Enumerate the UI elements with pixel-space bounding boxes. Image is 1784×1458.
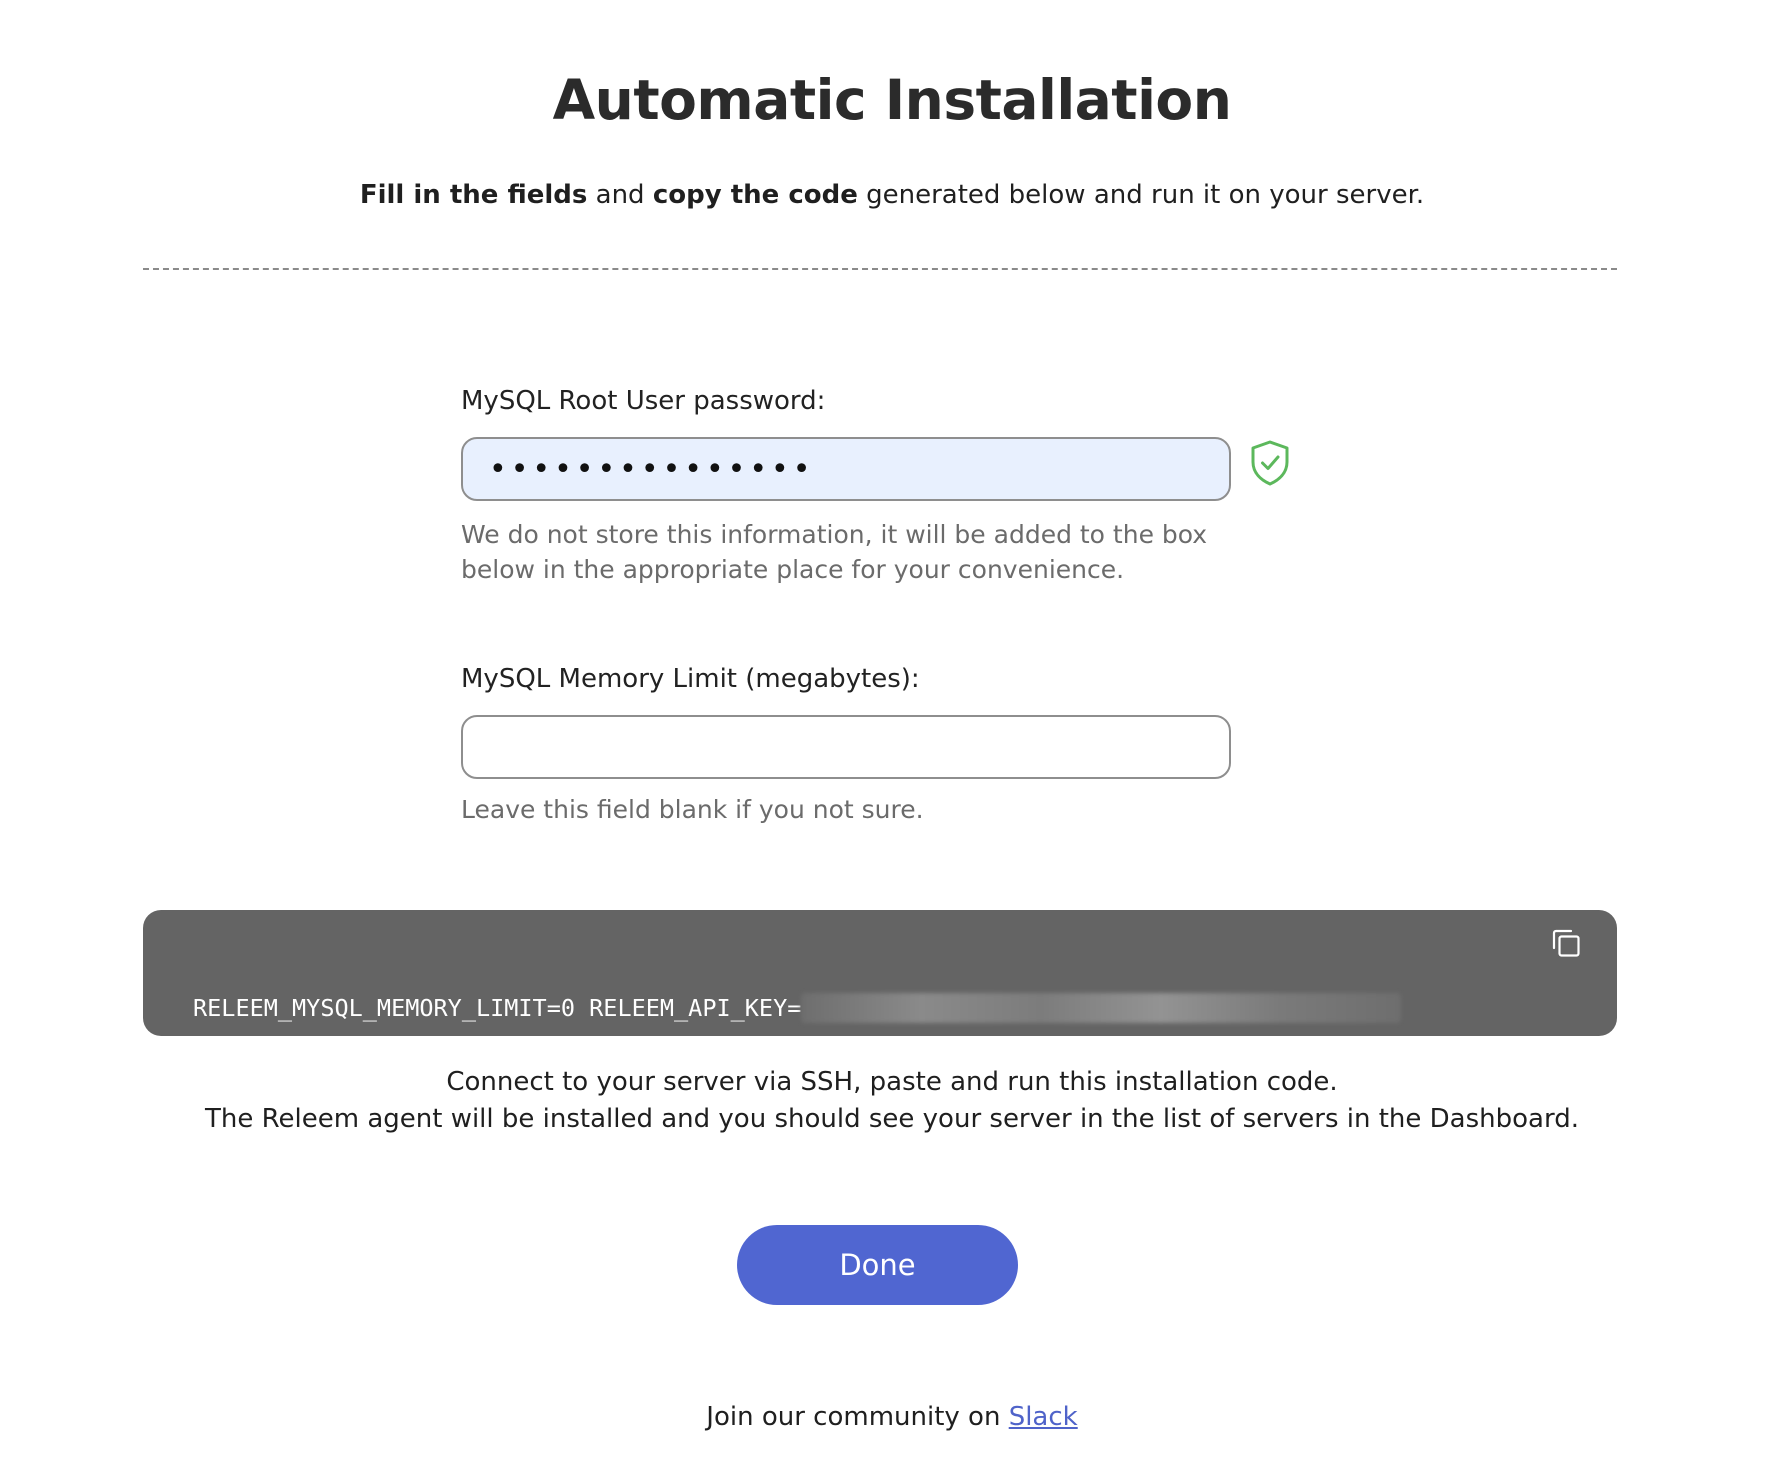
instructions-line-1: Connect to your server via SSH, paste and run this installation code. [446,1067,1338,1097]
copy-icon[interactable] [1551,928,1581,958]
redacted-api-key [801,993,1401,1023]
subtitle-bold-copy: copy the code [652,180,858,210]
subtitle-mid: and [587,180,653,210]
section-divider [143,268,1617,270]
subtitle-bold-fill: Fill in the fields [359,180,588,210]
code-line-1 [193,992,1567,1024]
instructions-line-2: The Releem agent will be installed and you should see your server in the list of servers in the Dashboard. [205,1104,1579,1134]
mysql-root-password-input[interactable] [461,437,1231,501]
install-code-box[interactable] [143,910,1617,1036]
memory-help-text: Leave this field blank if you not sure. [461,795,924,824]
community-line [0,1402,1784,1432]
install-instructions [0,1064,1784,1138]
password-field-label: MySQL Root User password: [461,386,826,416]
subtitle-end: generated below and run it on your server. [857,180,1425,210]
code-line-1-text: RELEEM_MYSQL_MEMORY_LIMIT=0 RELEEM_API_KEY= [193,994,802,1022]
done-button[interactable]: Done [737,1225,1018,1305]
community-text: Join our community on [706,1402,1009,1432]
shield-check-icon [1250,440,1290,486]
page-subtitle [0,180,1784,210]
slack-link[interactable]: Slack [1008,1402,1078,1432]
page-title: Automatic Installation [552,68,1232,132]
memory-field-label: MySQL Memory Limit (megabytes): [461,664,920,694]
mysql-memory-limit-input[interactable] [461,715,1231,779]
password-help-text: We do not store this information, it will be added to the box below in the appropriate place for your convenience. [461,520,1208,584]
